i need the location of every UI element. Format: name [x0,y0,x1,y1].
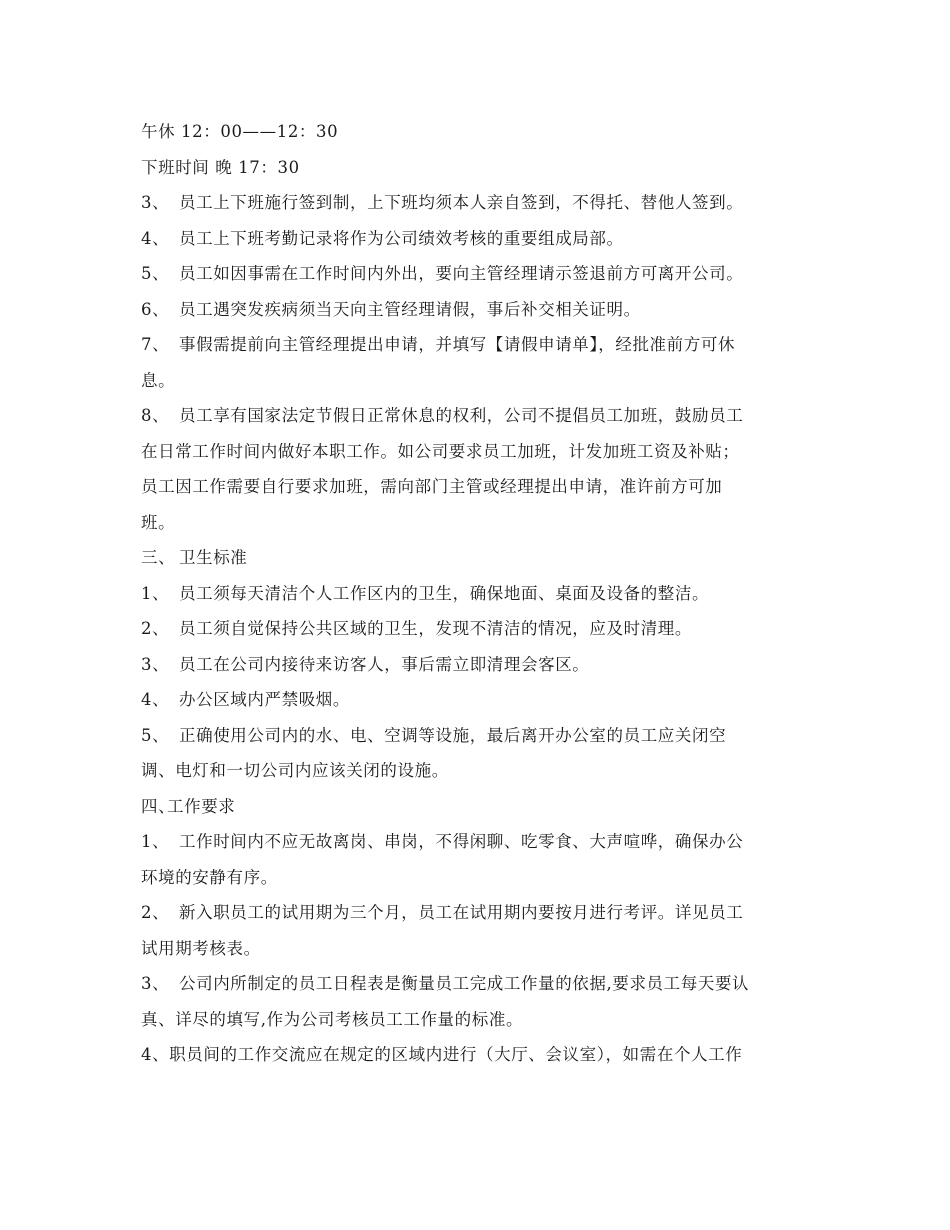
item-text: 新入职员工的试用期为三个月，员工在试用期内要按月进行考评。详见员工 [179,903,744,922]
section-heading-hygiene [141,540,811,576]
line-text: 下班时间 晚 17：30 [141,157,300,177]
section-number: 四、 [141,796,176,816]
line-text: 班。 [141,512,176,532]
text-line [141,150,811,186]
item-text: 员工须每天清洁个人工作区内的卫生，确保地面、桌面及设备的整洁。 [179,583,710,603]
item-number: 6、 [141,299,170,319]
text-line [141,363,811,399]
section-number: 三、 [141,548,176,567]
text-line [141,753,811,789]
text-line [141,114,811,150]
line-text: 调、电灯和一切公司内应该关闭的设施。 [141,761,449,780]
list-item [141,824,811,860]
item-text: 公司内所制定的员工日程表是衡量员工完成工作量的依据,要求员工每天要认 [179,974,750,993]
item-number: 1、 [141,832,170,851]
item-number: 3、 [141,654,170,674]
line-text: 在日常工作时间内做好本职工作。如公司要求员工加班，计发加班工资及补贴； [141,441,740,461]
item-number: 3、 [141,974,170,993]
item-number: 2、 [141,903,170,922]
list-item [141,221,811,257]
text-line [141,860,811,896]
item-number: 4、 [141,690,170,709]
text-line [141,505,811,541]
list-item [141,647,811,683]
item-text: 员工上下班考勤记录将作为公司绩效考核的重要组成局部。 [179,228,624,248]
list-item [141,185,811,221]
text-line [141,434,811,470]
item-text: 工作时间内不应无故离岗、串岗，不得闲聊、吃零食、大声喧哗，确保办公 [179,832,744,851]
text-line [141,469,811,505]
text-line [141,931,811,967]
item-text: 员工遇突发疾病须当天向主管经理请假，事后补交相关证明。 [179,299,641,319]
line-text: 员工因工作需要自行要求加班，需向部门主管或经理提出申请，准许前方可加 [141,477,723,496]
line-text: 试用期考核表。 [141,938,261,958]
item-text: 员工须自觉保持公共区域的卫生，发现不清洁的情况，应及时清理。 [179,619,692,638]
section-title: 工作要求 [167,796,236,816]
section-title: 卫生标准 [179,548,248,567]
item-number: 5、 [141,725,170,745]
line-text: 4、职员间的工作交流应在规定的区域内进行（大厅、会议室），如需在个人工作 [141,1045,743,1064]
item-text: 办公区域内严禁吸烟。 [179,690,350,709]
section-heading-work [141,789,811,825]
item-text: 员工在公司内接待来访客人，事后需立即清理会客区。 [179,654,590,674]
document-body [141,114,811,1073]
list-item [141,292,811,328]
list-item [141,398,811,434]
list-item [141,682,811,718]
list-item [141,256,811,292]
list-item [141,966,811,1002]
item-text: 员工享有国家法定节假日正常休息的权利，公司不提倡员工加班，鼓励员工 [179,406,744,425]
list-item [141,611,811,647]
item-number: 5、 [141,264,170,283]
item-number: 4、 [141,228,170,248]
item-number: 1、 [141,583,170,603]
line-text: 环境的安静有序。 [141,867,278,887]
list-item [141,895,811,931]
text-line [141,1002,811,1038]
item-number: 2、 [141,619,170,638]
text-line [141,1037,811,1073]
list-item [141,718,811,754]
item-text: 员工如因事需在工作时间内外出，要向主管经理请示签退前方可离开公司。 [179,264,744,283]
list-item [141,327,811,363]
item-number: 7、 [141,335,170,354]
list-item [141,576,811,612]
line-text: 午休 12：00——12：30 [141,122,339,141]
item-number: 8、 [141,406,170,425]
item-text: 员工上下班施行签到制，上下班均须本人亲自签到，不得托、替他人签到。 [179,193,744,212]
line-text: 真、详尽的填写,作为公司考核员工工作量的标准。 [141,1009,524,1029]
item-number: 3、 [141,193,170,212]
line-text: 息。 [141,370,176,390]
item-text: 事假需提前向主管经理提出申请，并填写【请假申请单】，经批准前方可休 [179,335,736,354]
item-text: 正确使用公司内的水、电、空调等设施，最后离开办公室的员工应关闭空 [179,725,727,745]
